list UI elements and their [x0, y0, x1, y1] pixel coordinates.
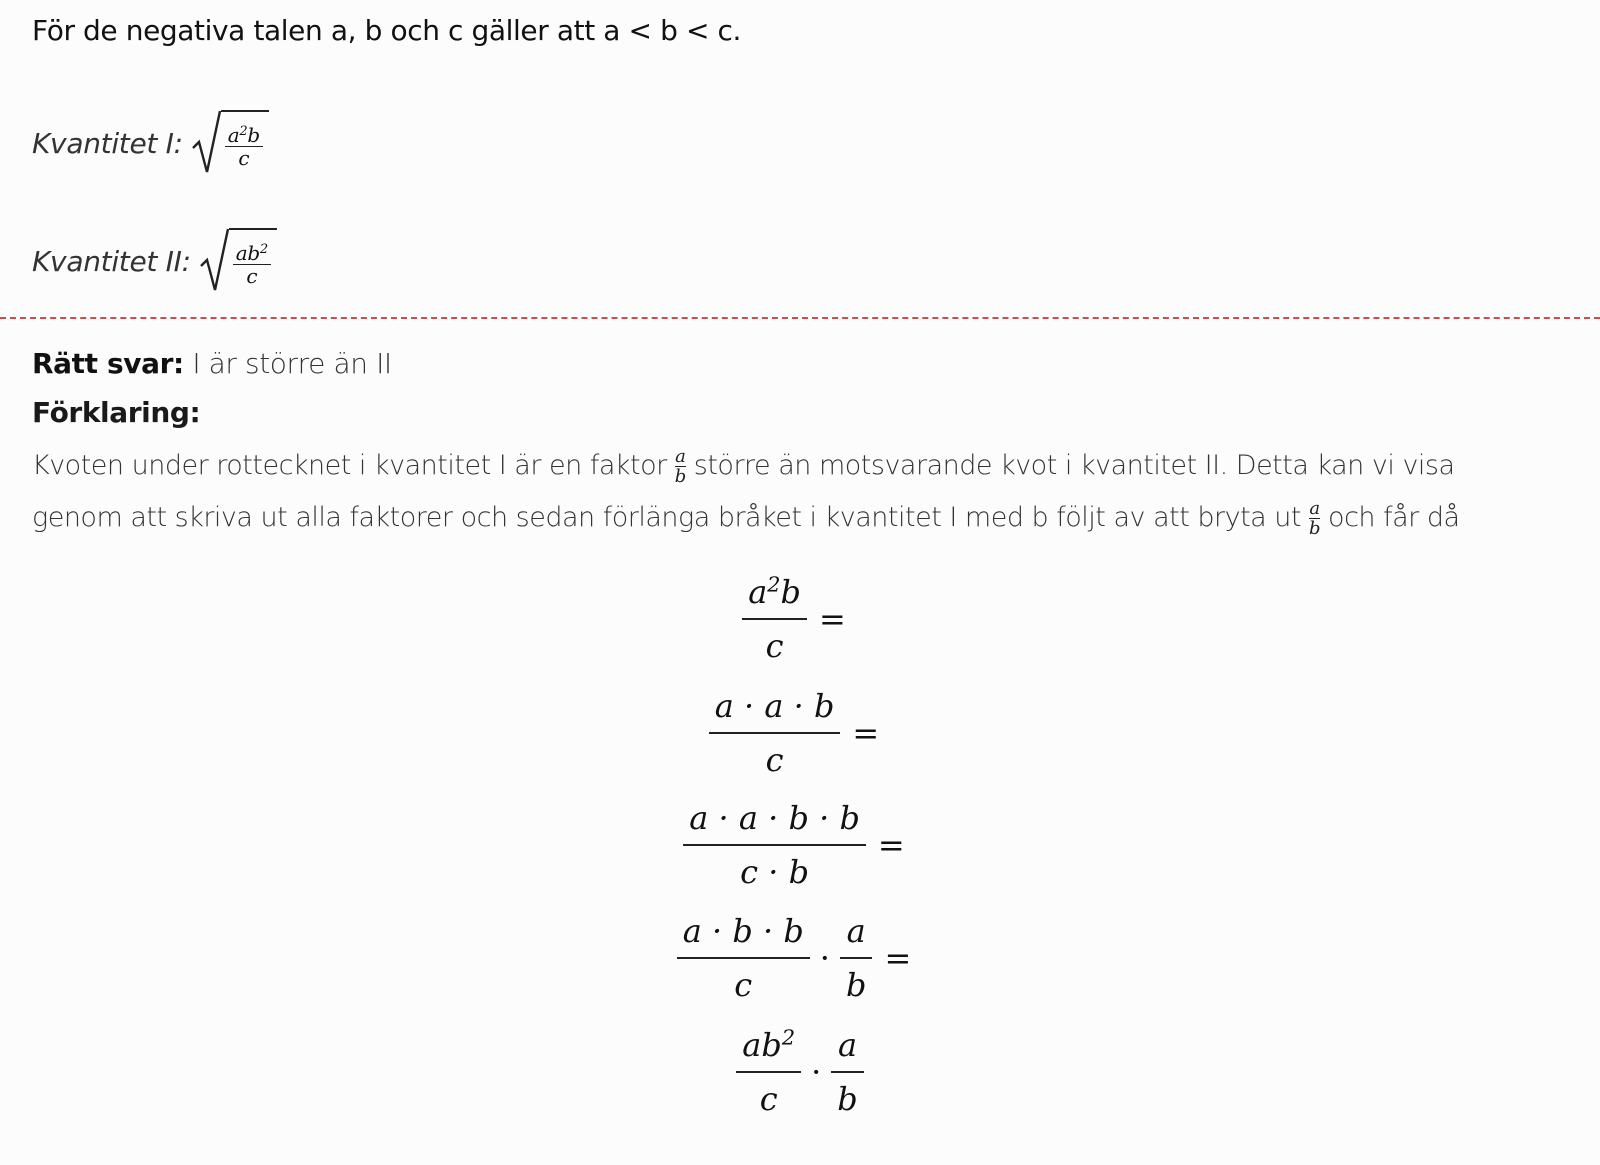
fraction-numerator: a [837, 1026, 858, 1064]
answer-divider [0, 317, 1600, 319]
equals-sign: = [884, 939, 912, 977]
answer-label: Rätt svar: [32, 347, 184, 380]
fraction-numerator: $ab^2$ [742, 1025, 796, 1064]
explanation-fraction-2 [1309, 499, 1320, 538]
quantity-1-fraction [225, 124, 263, 169]
quantity-1-denominator: c [238, 145, 250, 170]
equation-4-fraction [677, 911, 810, 1005]
fraction-numerator: a [675, 446, 686, 467]
quantity-1-radicand [221, 110, 269, 176]
fraction-numerator: a [1309, 498, 1320, 519]
explanation-title: Förklaring: [32, 396, 201, 429]
quantity-2 [32, 228, 277, 294]
equation-4-factor-fraction [840, 911, 872, 1005]
equation-3-fraction [683, 798, 866, 892]
equation-5-fraction [736, 1025, 801, 1119]
quantity-2-numerator: $ab^2$ [235, 240, 268, 265]
answer-line [32, 347, 392, 380]
equation-2 [0, 686, 1600, 780]
explanation-part-2: större än motsvarande kvot i kvantitet II. Detta kan vi visa genom att skriva ut alla faktorer och sedan förlänga bråket i kvantitet I med b följt av att bryta ut [32, 450, 1455, 533]
fraction-denominator: c [765, 627, 784, 665]
fraction-denominator: c [759, 1080, 778, 1118]
fraction-numerator: $a^2b$ [748, 572, 801, 611]
multiplication-dot: · [819, 939, 830, 977]
fraction-denominator: b [845, 966, 867, 1004]
quantity-2-sqrt [199, 228, 277, 294]
equals-sign: = [818, 600, 846, 638]
fraction-denominator: c [765, 741, 784, 779]
explanation-fraction-1 [675, 447, 686, 486]
explanation-part-3: och får då [1328, 502, 1460, 533]
equation-2-fraction [709, 686, 841, 780]
quantity-1-label: Kvantitet I: [32, 126, 183, 160]
equation-5 [0, 1025, 1600, 1119]
quantity-1-numerator: $a^2b$ [227, 122, 260, 147]
fraction-denominator: b [837, 1080, 858, 1118]
question-text: För de negativa talen a, b och c gäller att a < b < c. [32, 14, 742, 47]
equals-sign: = [852, 714, 880, 752]
answer-value: I är större än II [192, 347, 392, 380]
fraction-numerator: a · b · b [682, 912, 804, 950]
equation-5-factor-fraction [831, 1025, 863, 1119]
radical-sign-icon [199, 228, 229, 294]
quantity-1-sqrt [191, 110, 269, 176]
fraction-numerator: a · a · b [714, 687, 835, 725]
multiplication-dot: · [811, 1053, 822, 1091]
fraction-numerator: a · a · b · b [689, 799, 860, 837]
fraction-denominator: c [734, 966, 753, 1004]
fraction-denominator: b [1309, 518, 1321, 539]
quantity-2-fraction [233, 242, 271, 287]
equation-1-fraction [742, 572, 807, 666]
equals-sign: = [877, 826, 905, 864]
fraction-denominator: c · b [740, 853, 810, 891]
quantity-2-denominator: c [246, 263, 258, 288]
explanation-part-1: Kvoten under rottecknet i kvantitet I är en faktor [32, 450, 667, 481]
explanation-text [32, 440, 1552, 544]
quantity-2-label: Kvantitet II: [32, 244, 191, 278]
equation-3 [0, 798, 1600, 892]
fraction-denominator: b [674, 466, 686, 487]
quantity-2-radicand [229, 228, 277, 294]
radical-sign-icon [191, 110, 221, 176]
equation-4 [0, 911, 1600, 1005]
equation-1 [0, 572, 1600, 666]
quantity-1 [32, 110, 269, 176]
fraction-numerator: a [846, 912, 866, 950]
